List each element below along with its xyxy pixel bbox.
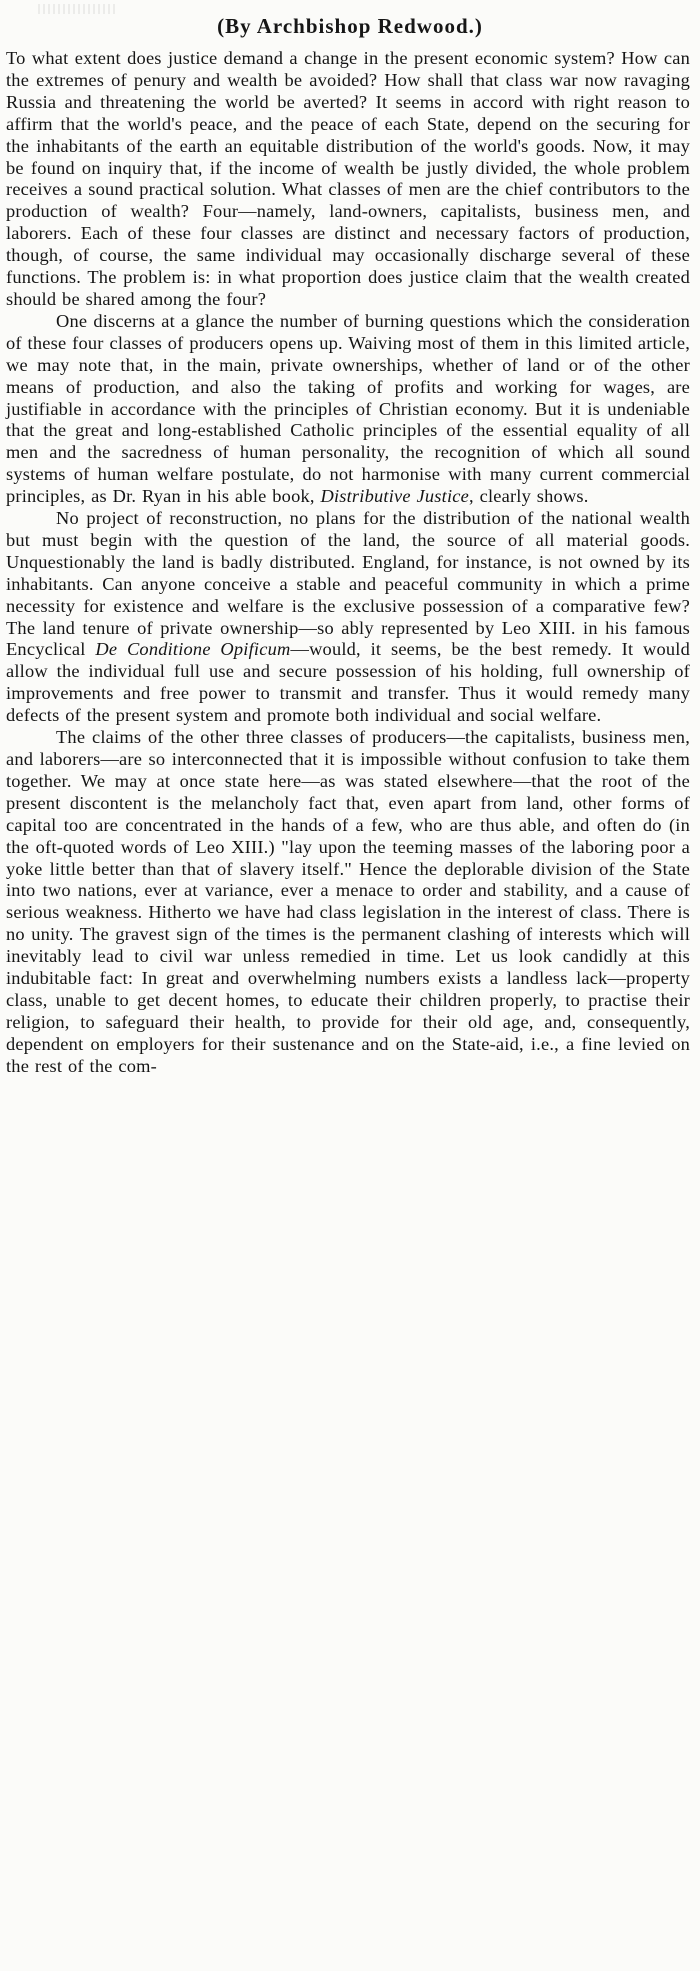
paragraph-4-text: The claims of the other three classes of producers—the capitalists, business men, and laborers—are so interconnected that it is impossible without confusion to take them together. We may at once state here—as was stated elsewhere—that the root of the present discontent is the melancholy fact that, even apart from land, other forms of capital too are concentrated in the hands of a few, who are thus able, and often do (in the oft-quoted words of Leo XIII.) "lay upon the teeming masses of the laboring poor a yoke little better than that of slavery itself." Hence the deplorable division of the State into two nations, ever at variance, ever a menace to order and stability, and a cause of serious weakness. Hitherto we have had class legislation in the interest of class. There is no unity. The gravest sign of the times is the permanent clashing of interests which will inevitably lead to civil war unless remedied in time. Let us look candidly at this indubitable fact: In great and overwhelming numbers exists a landless lack—property class, unable to get decent homes, to educate their children properly, to practise their religion, to safeguard their health, to provide for their old age, and, consequently, dependent on employers for their sustenance and on the State-aid, i.e., a fine levied on the rest of the com- xyxy=(6,727,690,1076)
book-title-distributive-justice: Distributive Justice xyxy=(320,486,469,507)
byline: (By Archbishop Redwood.) xyxy=(217,14,483,38)
paragraph-2-text-after: , clearly shows. xyxy=(468,486,589,507)
paragraph-1 xyxy=(6,48,690,311)
article-body xyxy=(6,48,690,1078)
paragraph-2 xyxy=(6,311,690,508)
paragraph-3-text-before: No project of reconstruction, no plans for the distribution of the national wealth but must begin with the question of the land, the source of all material goods. Unquestionably the land is badly distributed. England, for instance, is not owned by its inhabitants. Can anyone conceive a stable and peaceful community in which a prime necessity for existence and welfare is the exclusive possession of a comparative few? The land tenure of private ownership—so ably represented by Leo XIII. in his famous Encyclical xyxy=(6,508,690,660)
paragraph-2-text-before: One discerns at a glance the number of burning questions which the consideration of these four classes of producers opens up. Waiving most of them in this limited article, we may note that, in the main, private ownerships, whether of land or of the other means of production, and also the taking of profits and working for wages, are justifiable in accordance with the principles of Christian economy. But it is undeniable that the great and long-established Catholic principles of the essential equality of all men and the sacredness of human personality, the recognition of which all sound systems of human welfare postulate, do not harmonise with many current commercial principles, as Dr. Ryan in his able book, xyxy=(6,310,690,507)
print-smudge xyxy=(38,4,116,14)
paragraph-1-text: To what extent does justice demand a change in the present economic system? How can the extremes of penury and wealth be avoided? How shall that class war now ravaging Russia and threatening the world be averted? It seems in accord with right reason to affirm that the world's peace, and the peace of each State, depend on the securing for the inhabitants of the earth an equitable distribution of the world's goods. Now, it may be found on inquiry that, if the income of wealth be justly divided, the whole problem receives a sound practical solution. What classes of men are the chief contributors to the production of wealth? Four—namely, land-owners, capitalists, business men, and laborers. Each of these four classes are distinct and necessary factors of production, though, of course, the same individual may occasionally discharge several of these functions. The problem is: in what proportion does justice claim that the wealth created should be shared among the four? xyxy=(6,48,690,309)
encyclical-title: De Conditione Opificum xyxy=(95,639,291,660)
paragraph-3 xyxy=(6,508,690,727)
paragraph-3-text-after: —would, it seems, be the best remedy. It would allow the individual full use and secure possession of his holding, full ownership of improvements and free power to transmit and transfer. Thus it would remedy many defects of the present system and promote both individual and social welfare. xyxy=(6,639,691,726)
paragraph-4 xyxy=(6,727,690,1078)
